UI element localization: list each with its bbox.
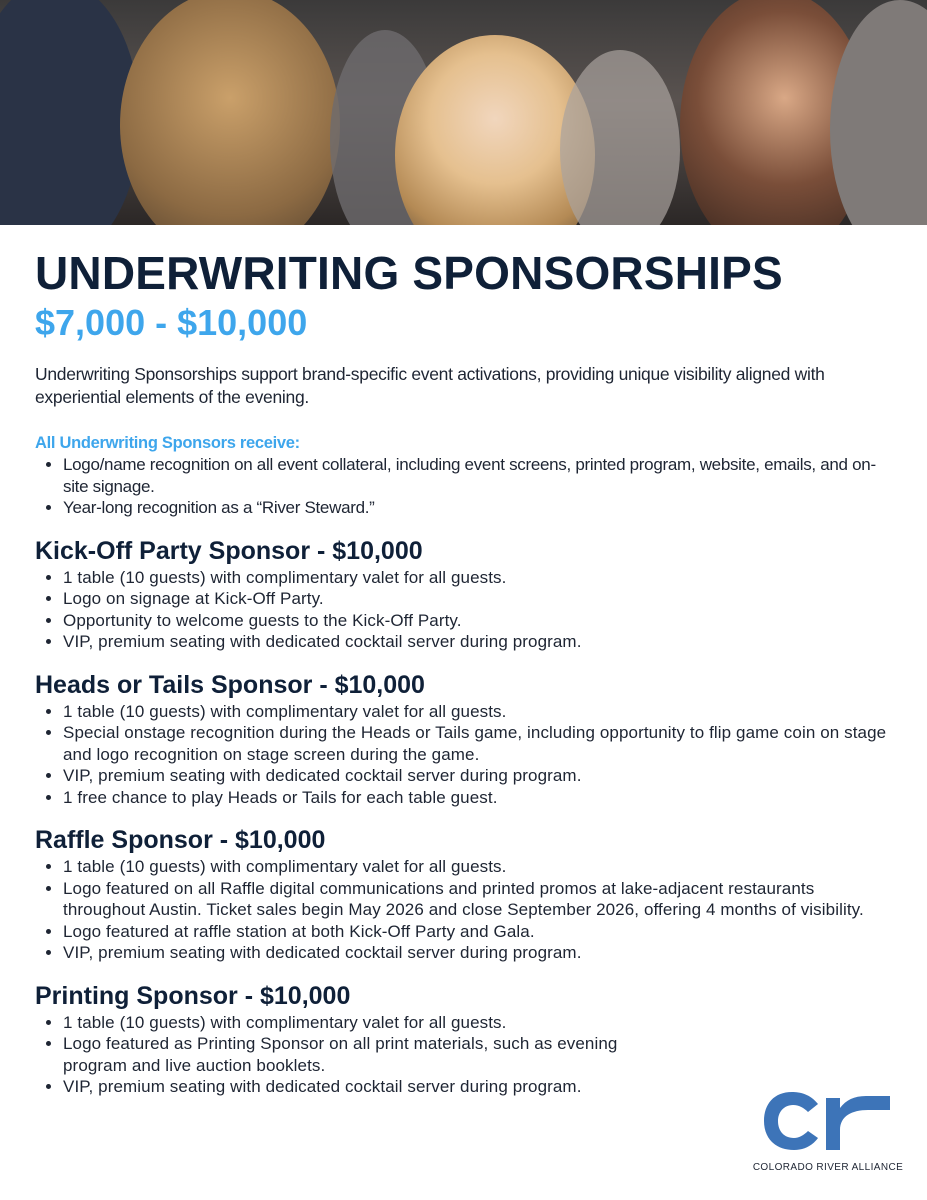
list-item: • 1 free chance to play Heads or Tails for each table guest. [63,787,895,809]
list-item: • VIP, premium seating with dedicated cocktail server during program. [63,1076,683,1098]
receive-heading: All Underwriting Sponsors receive: [35,434,300,452]
section-title-raffle: Raffle Sponsor - $10,000 [35,826,326,854]
receive-list [35,454,895,519]
section-title-printing: Printing Sponsor - $10,000 [35,981,351,1010]
logo-org-name: COLORADO RIVER ALLIANCE [752,1162,904,1173]
photo-background-woman [560,50,680,225]
section-title-heads-or-tails: Heads or Tails Sponsor - $10,000 [35,670,425,699]
list-item: • 1 table (10 guests) with complimentary valet for all guests. [63,701,895,723]
logo-r-shape [826,1096,890,1150]
list-item: • VIP, premium seating with dedicated cocktail server during program. [63,765,895,787]
list-item: • Logo featured on all Raffle digital communications and printed promos at lake-adjacent restaurants throughout Austin. Ticket sales begin May 2026 and close September 2026, offering 4 months of visibility. [63,878,895,921]
list-item: • VIP, premium seating with dedicated cocktail server during program. [63,631,895,653]
price-range: $7,000 - $10,000 [35,302,308,343]
section-title-kickoff: Kick-Off Party Sponsor - $10,000 [35,536,423,565]
photo-person-blonde-left [120,0,340,225]
list-item: • 1 table (10 guests) with complimentary valet for all guests. [63,856,895,878]
colorado-river-alliance-logo [752,1086,904,1180]
main-content [35,245,895,1098]
intro-paragraph: Underwriting Sponsorships support brand-specific event activations, providing unique visibility aligned with experiential elements of the evening. [35,364,825,407]
section-list-heads-or-tails [35,701,895,809]
logo-eye-dot [786,1106,794,1114]
list-item: • VIP, premium seating with dedicated cocktail server during program. [63,942,895,964]
list-item: • Year-long recognition as a “River Steward.” [63,497,895,519]
photo-person-left [0,0,140,225]
section-list-raffle [35,856,895,964]
list-item: • Logo/name recognition on all event collateral, including event screens, printed program, website, emails, and on-site signage. [63,454,895,497]
list-item: • Logo featured at raffle station at both Kick-Off Party and Gala. [63,921,895,943]
section-list-printing [35,1012,683,1098]
list-item: • Logo on signage at Kick-Off Party. [63,588,895,610]
section-list-kickoff [35,567,895,653]
page-title: UNDERWRITING SPONSORSHIPS [35,247,783,299]
list-item: • Special onstage recognition during the Heads or Tails game, including opportunity to flip game coin on stage and logo recognition on stage screen during the game. [63,722,895,765]
list-item: • Logo featured as Printing Sponsor on all print materials, such as evening program and live auction booklets. [63,1033,683,1076]
list-item: • 1 table (10 guests) with complimentary valet for all guests. [63,567,895,589]
logo-c-shape [764,1092,818,1150]
logo-mark-icon [752,1086,904,1160]
list-item: • 1 table (10 guests) with complimentary valet for all guests. [63,1012,683,1034]
list-item: • Opportunity to welcome guests to the Kick-Off Party. [63,610,895,632]
hero-photo [0,0,927,225]
